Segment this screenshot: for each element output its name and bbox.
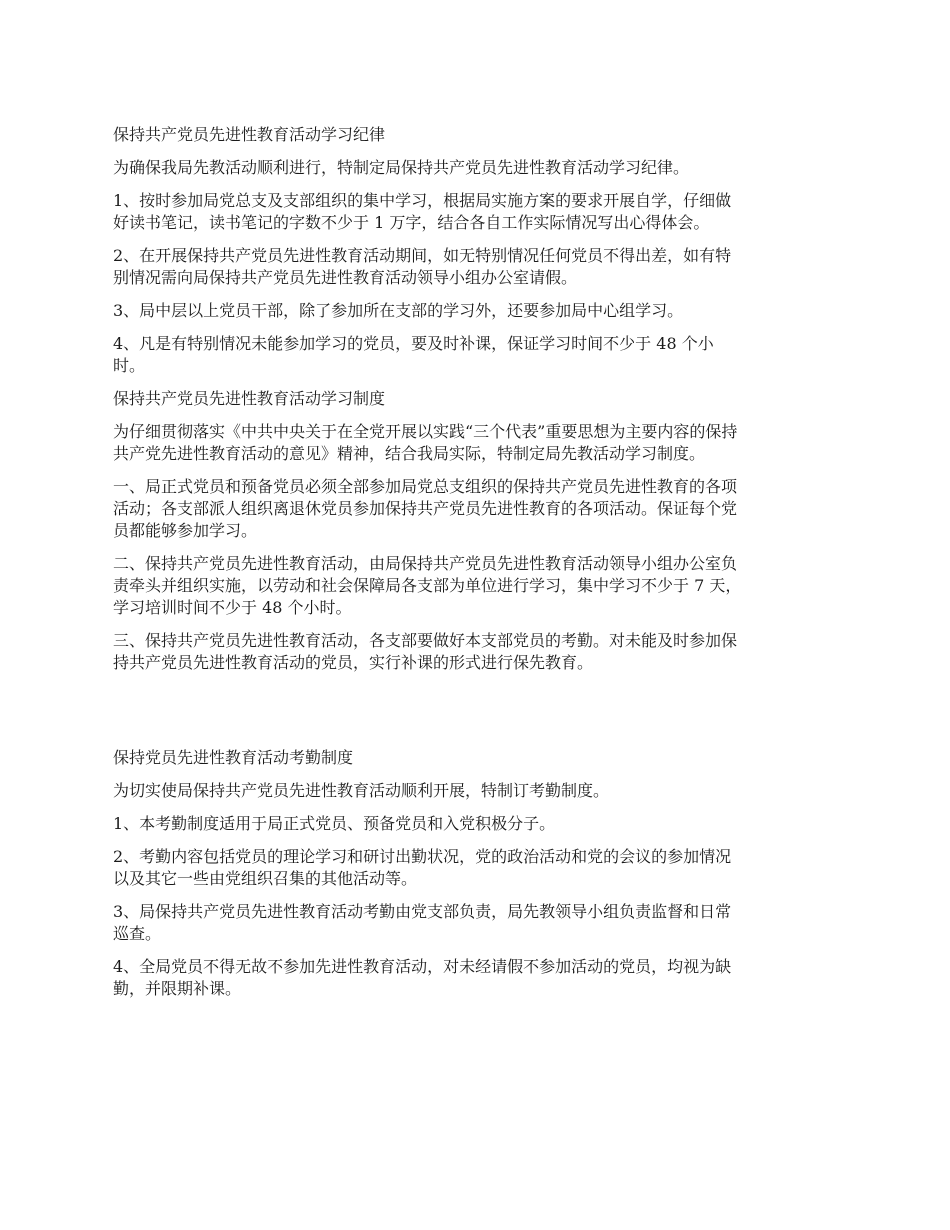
paragraph-line: 4、全局党员不得无故不参加先进性教育活动，对未经请假不参加活动的党员，均视为缺 — [113, 957, 732, 976]
paragraph-line: 活动；各支部派人组织离退休党员参加保持共产党员先进性教育的各项活动。保证每个党 — [113, 499, 738, 518]
paragraph-line: 好读书笔记，读书笔记的字数不少于 1 万字，结合各自工作实际情况写出心得体会。 — [113, 213, 710, 232]
section1-intro — [113, 157, 843, 179]
document-page — [113, 124, 843, 1011]
paragraph-line: 一、局正式党员和预备党员必须全部参加局党总支组织的保持共产党员先进性教育的各项 — [113, 477, 738, 496]
section1-item-1 — [113, 190, 843, 234]
section3-item-4 — [113, 956, 843, 1000]
section1-item-3 — [113, 300, 843, 322]
paragraph-line: 共产党先进性教育活动的意见》精神，结合我局实际，特制定局先教活动学习制度。 — [113, 444, 706, 463]
section2-intro — [113, 421, 843, 465]
section3-item-3 — [113, 901, 843, 945]
section1-title: 保持共产党员先进性教育活动学习纪律 — [113, 125, 386, 144]
paragraph-line: 员都能够参加学习。 — [113, 521, 258, 540]
paragraph-line: 为切实使局保持共产党员先进性教育活动顺利开展，特制订考勤制度。 — [113, 781, 610, 800]
section3-intro — [113, 780, 843, 802]
section2-item-3 — [113, 630, 843, 674]
paragraph-line: 持共产党员先进性教育活动的党员，实行补课的形式进行保先教育。 — [113, 653, 594, 672]
paragraph-line: 1、本考勤制度适用于局正式党员、预备党员和入党积极分子。 — [113, 814, 556, 833]
section3-item-2 — [113, 846, 843, 890]
section1-intro-line: 为确保我局先教活动顺利进行，特制定局保持共产党员先进性教育活动学习纪律。 — [113, 158, 690, 177]
section3-title: 保持党员先进性教育活动考勤制度 — [113, 748, 354, 767]
section2-item-1 — [113, 476, 843, 542]
paragraph-line: 4、凡是有特别情况未能参加学习的党员，要及时补课，保证学习时间不少于 48 个小 — [113, 334, 714, 353]
paragraph-line: 2、考勤内容包括党员的理论学习和研讨出勤状况，党的政治活动和党的会议的参加情况 — [113, 847, 732, 866]
paragraph-line: 时。 — [113, 356, 146, 375]
section2-title: 保持共产党员先进性教育活动学习制度 — [113, 389, 386, 408]
paragraph-line: 责牵头并组织实施，以劳动和社会保障局各支部为单位进行学习，集中学习不少于 7 天， — [113, 576, 742, 595]
paragraph-line: 2、在开展保持共产党员先进性教育活动期间，如无特别情况任何党员不得出差，如有特 — [113, 246, 732, 265]
section1-item-2 — [113, 245, 843, 289]
paragraph-line: 勤，并限期补课。 — [113, 979, 242, 998]
paragraph-line: 为仔细贯彻落实《中共中央关于在全党开展以实践“三个代表”重要思想为主要内容的保持 — [113, 422, 738, 441]
paragraph-line: 3、局中层以上党员干部，除了参加所在支部的学习外，还要参加局中心组学习。 — [113, 301, 684, 320]
section2-item-2 — [113, 553, 843, 619]
paragraph-line: 别情况需向局保持共产党员先进性教育活动领导小组办公室请假。 — [113, 268, 578, 287]
paragraph-line: 二、保持共产党员先进性教育活动，由局保持共产党员先进性教育活动领导小组办公室负 — [113, 554, 738, 573]
paragraph-line: 巡查。 — [113, 924, 162, 943]
paragraph-line: 3、局保持共产党员先进性教育活动考勤由党支部负责，局先教领导小组负责监督和日常 — [113, 902, 732, 921]
paragraph-line: 1、按时参加局党总支及支部组织的集中学习，根据局实施方案的要求开展自学，仔细做 — [113, 191, 732, 210]
section1-item-4 — [113, 333, 843, 377]
paragraph-line: 以及其它一些由党组织召集的其他活动等。 — [113, 869, 418, 888]
section3-item-1 — [113, 813, 843, 835]
section-spacer — [113, 685, 843, 747]
paragraph-line: 三、保持共产党员先进性教育活动，各支部要做好本支部党员的考勤。对未能及时参加保 — [113, 631, 738, 650]
paragraph-line: 学习培训时间不少于 48 个小时。 — [113, 598, 352, 617]
